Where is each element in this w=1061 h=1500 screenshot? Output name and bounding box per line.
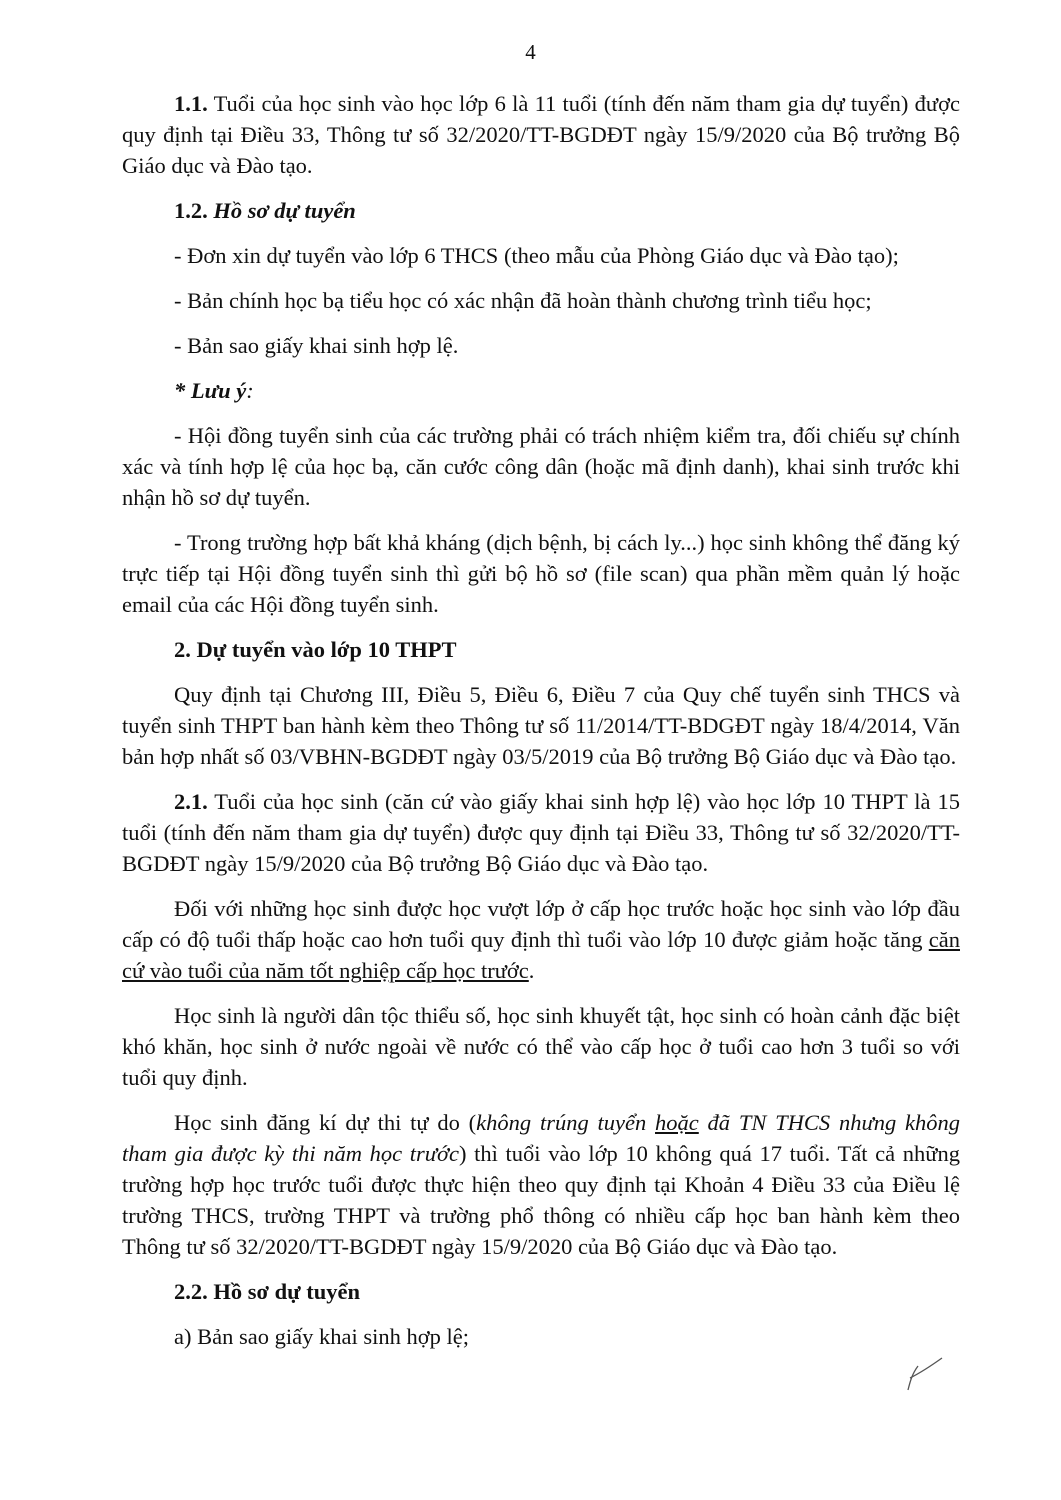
list-item: - Bản sao giấy khai sinh hợp lệ.: [174, 333, 459, 358]
section-2-2-heading: [122, 1276, 960, 1307]
section-2-intro: Quy định tại Chương III, Điều 5, Điều 6, Điều 7 của Quy chế tuyển sinh THCS và tuyển sinh THPT ban hành kèm theo Thông tư số 11/2014/TT-BDGĐT ngày 18/4/2014, Văn bản hợp nhất số 03/VBHN-BGDĐT ngày 03/5/2019 của Bộ trưởng Bộ Giáo dục và Đào tạo.: [122, 682, 960, 769]
italic-underlined-word: hoặc: [655, 1110, 699, 1135]
section-2-2-item-a: a) Bản sao giấy khai sinh hợp lệ;: [174, 1324, 469, 1349]
note-heading: [122, 375, 960, 406]
section-2-1-paragraph-3: Học sinh là người dân tộc thiểu số, học sinh khuyết tật, học sinh có hoàn cảnh đặc biệt khó khăn, học sinh ở nước ngoài về nước có thể vào cấp học ở tuổi cao hơn 3 tuổi so với tuổi quy định.: [122, 1003, 960, 1090]
section-1-2-label: 1.2.: [174, 198, 208, 223]
paragraph-text: .: [528, 958, 535, 983]
section-2-1-label: 2.1.: [174, 789, 208, 814]
document-body: [122, 88, 960, 1366]
note-colon: :: [246, 378, 254, 403]
paragraph-text: ) thì tuổi vào lớp 10 không quá 17 tuổi. Tất cả những trường hợp học trước tuổi được thực hiện theo quy định tại Khoản 4 Điều 33 của Điều lệ trường THCS, trường THPT và trường phổ thông có nhiều cấp học ban hành kèm theo Thông tư số 32/2020/TT-BGDĐT ngày 15/9/2020 của Bộ Giáo dục và Đào tạo.: [122, 1141, 960, 1259]
section-2-heading: [122, 634, 960, 665]
section-1-1-text: Tuổi của học sinh vào học lớp 6 là 11 tuổi (tính đến năm tham gia dự tuyển) được quy định tại Điều 33, Thông tư số 32/2020/TT-BGDĐT ngày 15/9/2020 của Bộ trưởng Bộ Giáo dục và Đào tạo.: [122, 91, 960, 178]
page-number: 4: [525, 40, 536, 64]
section-1-1-label: 1.1.: [174, 91, 208, 116]
section-1-1-paragraph: [122, 88, 960, 181]
section-2-1-paragraph: [122, 786, 960, 879]
section-2-heading-text: 2. Dự tuyển vào lớp 10 THPT: [174, 637, 457, 662]
section-2-1-text: Tuổi của học sinh (căn cứ vào giấy khai sinh hợp lệ) vào học lớp 10 THPT là 15 tuổi (tính đến năm tham gia dự tuyển) được quy định tại Điều 33, Thông tư số 32/2020/TT-BGDĐT ngày 15/9/2020 của Bộ trưởng Bộ Giáo dục và Đào tạo.: [122, 789, 960, 876]
section-2-1-paragraph-2: [122, 893, 960, 986]
note-item: - Hội đồng tuyển sinh của các trường phải có trách nhiệm kiểm tra, đối chiếu sự chính xác và tính hợp lệ của học bạ, căn cước công dân (hoặc mã định danh), khai sinh trước khi nhận hồ sơ dự tuyển.: [122, 423, 960, 510]
initials-signature: [896, 1352, 946, 1392]
paragraph-text: Đối với những học sinh được học vượt lớp ở cấp học trước hoặc học sinh vào lớp đầu cấp có độ tuổi thấp hoặc cao hơn tuổi quy định thì tuổi vào lớp 10 được giảm hoặc tăng: [122, 896, 960, 952]
section-1-2-title: Hồ sơ dự tuyển: [207, 198, 356, 223]
section-2-1-paragraph-4: [122, 1107, 960, 1262]
note-item: - Trong trường hợp bất khả kháng (dịch bệnh, bị cách ly...) học sinh không thể đăng ký trực tiếp tại Hội đồng tuyển sinh thì gửi bộ hồ sơ (file scan) qua phần mềm quản lý hoặc email của các Hội đồng tuyển sinh.: [122, 530, 960, 617]
italic-phrase: đã TN THCS nhưng không tham gia được kỳ thi năm học trước: [122, 1110, 960, 1166]
section-2-2-heading-text: 2.2. Hồ sơ dự tuyển: [174, 1279, 360, 1304]
section-1-2-heading: [122, 195, 960, 226]
italic-phrase: không trúng tuyển: [476, 1110, 656, 1135]
list-item: - Đơn xin dự tuyển vào lớp 6 THCS (theo mẫu của Phòng Giáo dục và Đào tạo);: [174, 243, 899, 268]
paragraph-text: Học sinh đăng kí dự thi tự do (: [174, 1110, 477, 1135]
note-label: * Lưu ý: [174, 378, 247, 403]
list-item: - Bản chính học bạ tiểu học có xác nhận đã hoàn thành chương trình tiểu học;: [174, 288, 872, 313]
underlined-phrase: căn cứ vào tuổi của năm tốt nghiệp cấp học trước: [122, 927, 960, 983]
